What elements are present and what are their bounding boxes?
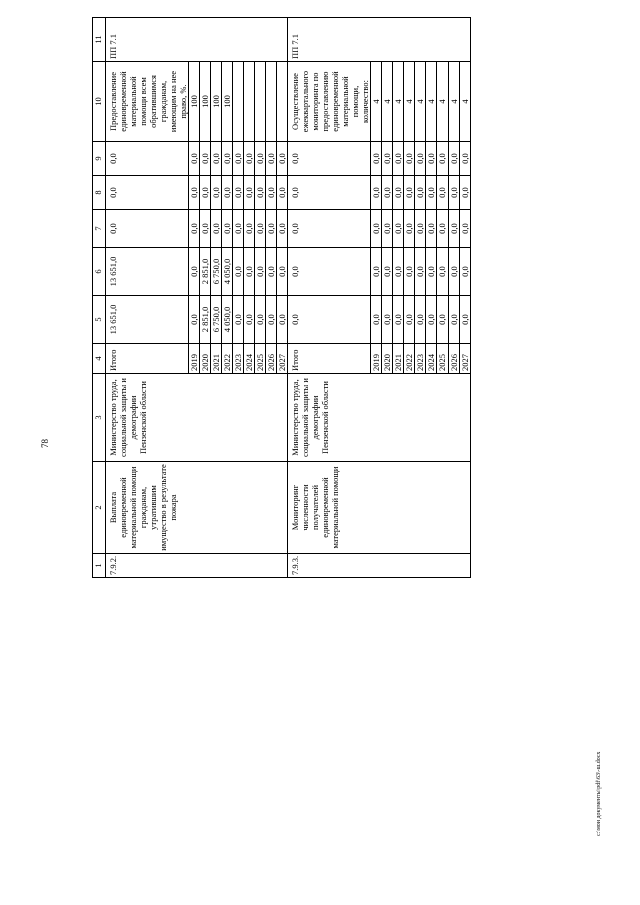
value-cell xyxy=(266,62,277,142)
value-cell: 0,0 xyxy=(233,296,244,344)
value-cell: 0,0 xyxy=(404,248,415,296)
value-cell: 4 xyxy=(415,62,426,142)
item-number: 7.9.2. xyxy=(106,554,288,578)
value-cell: 0,0 xyxy=(404,210,415,248)
year-cell: 2019 xyxy=(189,344,200,374)
year-cell: 2022 xyxy=(404,344,415,374)
year-cell: 2027 xyxy=(459,344,470,374)
value-cell: 4 xyxy=(437,62,448,142)
col-header: 6 xyxy=(93,248,106,296)
value-cell: 4 050,0 xyxy=(222,248,233,296)
year-cell: 2027 xyxy=(277,344,288,374)
total-value: 0,0 xyxy=(106,142,189,176)
value-cell: 0,0 xyxy=(448,210,459,248)
value-cell: 6 750,0 xyxy=(211,248,222,296)
year-cell: 2025 xyxy=(255,344,266,374)
value-cell: 0,0 xyxy=(393,142,404,176)
value-cell xyxy=(244,62,255,142)
col-header: 9 xyxy=(93,142,106,176)
total-value: 13 651,0 xyxy=(106,248,189,296)
value-cell: 0,0 xyxy=(393,296,404,344)
value-cell: 0,0 xyxy=(426,176,437,210)
page-number: 78 xyxy=(40,439,50,448)
rotated-table-wrapper xyxy=(92,18,580,578)
value-cell: 0,0 xyxy=(404,296,415,344)
value-cell: 0,0 xyxy=(233,176,244,210)
value-cell: 0,0 xyxy=(393,248,404,296)
value-cell: 0,0 xyxy=(371,248,382,296)
value-cell: 0,0 xyxy=(448,296,459,344)
value-cell: 4 xyxy=(404,62,415,142)
value-cell: 0,0 xyxy=(448,142,459,176)
value-cell: 6 750,0 xyxy=(211,296,222,344)
value-cell: 0,0 xyxy=(233,210,244,248)
value-cell: 0,0 xyxy=(200,210,211,248)
value-cell: 0,0 xyxy=(448,248,459,296)
value-cell: 0,0 xyxy=(426,142,437,176)
table-row xyxy=(288,18,371,578)
value-cell: 0,0 xyxy=(437,142,448,176)
value-cell: 0,0 xyxy=(244,210,255,248)
value-cell: 0,0 xyxy=(437,296,448,344)
value-cell: 0,0 xyxy=(222,176,233,210)
value-cell: 0,0 xyxy=(255,210,266,248)
value-cell: 0,0 xyxy=(222,210,233,248)
value-cell: 0,0 xyxy=(244,176,255,210)
value-cell: 4 xyxy=(459,62,470,142)
value-cell xyxy=(277,62,288,142)
value-cell: 0,0 xyxy=(211,142,222,176)
item-name: Выплата единовременной материальной помощи гражданам, утратившим имущество в результате пожара xyxy=(106,462,288,554)
total-value: 13 651,0 xyxy=(106,296,189,344)
item-number: 7.9.3. xyxy=(288,554,470,578)
item-name: Мониторинг численности получателей единовременной материальной помощи xyxy=(288,462,470,554)
value-cell: 0,0 xyxy=(277,248,288,296)
value-cell: 4 xyxy=(382,62,393,142)
value-cell: 0,0 xyxy=(266,142,277,176)
value-cell: 0,0 xyxy=(459,142,470,176)
value-cell: 0,0 xyxy=(189,142,200,176)
col-header: 8 xyxy=(93,176,106,210)
col-header: 10 xyxy=(93,62,106,142)
value-cell: 0,0 xyxy=(371,296,382,344)
year-cell: 2021 xyxy=(393,344,404,374)
value-cell: 2 851,0 xyxy=(200,248,211,296)
total-value: 0,0 xyxy=(106,176,189,210)
value-cell: 0,0 xyxy=(277,142,288,176)
value-cell: 0,0 xyxy=(437,176,448,210)
value-cell: 0,0 xyxy=(211,210,222,248)
value-cell: 0,0 xyxy=(459,176,470,210)
total-value: 0,0 xyxy=(288,248,371,296)
item-executor: Министерство труда, социальной защиты и демографии Пензенской области xyxy=(106,374,288,462)
year-cell: 2025 xyxy=(437,344,448,374)
total-value: 0,0 xyxy=(288,210,371,248)
header-row xyxy=(93,18,106,578)
value-cell: 0,0 xyxy=(266,176,277,210)
value-cell: 0,0 xyxy=(426,248,437,296)
year-cell: 2020 xyxy=(382,344,393,374)
col-header: 5 xyxy=(93,296,106,344)
value-cell: 100 xyxy=(211,62,222,142)
value-cell: 100 xyxy=(222,62,233,142)
total-value: 0,0 xyxy=(288,142,371,176)
value-cell: 4 xyxy=(448,62,459,142)
value-cell: 0,0 xyxy=(459,210,470,248)
value-cell: 0,0 xyxy=(415,142,426,176)
total-value: 0,0 xyxy=(288,176,371,210)
footer-file-path: c:\мои документы\pdf\63\-ш.docx xyxy=(596,751,602,836)
value-cell: 0,0 xyxy=(222,142,233,176)
value-cell: 0,0 xyxy=(277,210,288,248)
value-cell: 0,0 xyxy=(189,210,200,248)
value-cell: 0,0 xyxy=(459,248,470,296)
value-cell: 0,0 xyxy=(415,176,426,210)
program-table xyxy=(92,17,471,578)
value-cell: 0,0 xyxy=(415,248,426,296)
value-cell: 0,0 xyxy=(459,296,470,344)
value-cell: 0,0 xyxy=(266,296,277,344)
value-cell: 4 xyxy=(426,62,437,142)
value-cell: 0,0 xyxy=(189,248,200,296)
value-cell: 0,0 xyxy=(448,176,459,210)
value-cell: 0,0 xyxy=(233,142,244,176)
value-cell: 0,0 xyxy=(371,176,382,210)
value-cell: 0,0 xyxy=(393,210,404,248)
col-header: 11 xyxy=(93,18,106,62)
value-cell: 0,0 xyxy=(415,210,426,248)
col-header: 4 xyxy=(93,344,106,374)
value-cell: 0,0 xyxy=(211,176,222,210)
value-cell: 0,0 xyxy=(189,176,200,210)
value-cell: 0,0 xyxy=(255,296,266,344)
value-cell: 0,0 xyxy=(266,210,277,248)
value-cell: 0,0 xyxy=(437,248,448,296)
program-code: ПП 7.1 xyxy=(106,18,288,62)
value-cell: 0,0 xyxy=(404,176,415,210)
value-cell: 100 xyxy=(200,62,211,142)
value-cell: 4 xyxy=(371,62,382,142)
year-cell: 2026 xyxy=(448,344,459,374)
indicator-text: Предоставление единовременной материальной помощи всем обратившимся гражданам, имеющим на нее право, %. xyxy=(106,62,189,142)
col-header: 7 xyxy=(93,210,106,248)
year-cell: 2026 xyxy=(266,344,277,374)
value-cell xyxy=(233,62,244,142)
col-header: 1 xyxy=(93,554,106,578)
value-cell: 2 851,0 xyxy=(200,296,211,344)
year-cell: 2024 xyxy=(426,344,437,374)
value-cell: 4 xyxy=(393,62,404,142)
year-cell: 2023 xyxy=(415,344,426,374)
value-cell: 0,0 xyxy=(189,296,200,344)
value-cell: 0,0 xyxy=(277,176,288,210)
value-cell: 0,0 xyxy=(244,248,255,296)
col-header: 2 xyxy=(93,462,106,554)
value-cell: 0,0 xyxy=(415,296,426,344)
indicator-text: Осуществление ежеквартального мониторинга по предоставлению единовременной материальной помощи, количество: xyxy=(288,62,371,142)
value-cell: 0,0 xyxy=(382,248,393,296)
value-cell: 0,0 xyxy=(371,210,382,248)
value-cell: 0,0 xyxy=(371,142,382,176)
total-label: Итого xyxy=(288,344,371,374)
item-executor: Министерство труда, социальной защиты и демографии Пензенской области xyxy=(288,374,470,462)
total-value: 0,0 xyxy=(106,210,189,248)
value-cell: 0,0 xyxy=(244,296,255,344)
total-value: 0,0 xyxy=(288,296,371,344)
year-cell: 2020 xyxy=(200,344,211,374)
value-cell: 0,0 xyxy=(266,248,277,296)
year-cell: 2022 xyxy=(222,344,233,374)
value-cell: 0,0 xyxy=(404,142,415,176)
value-cell: 0,0 xyxy=(393,176,404,210)
total-label: Итого xyxy=(106,344,189,374)
value-cell xyxy=(255,62,266,142)
value-cell: 0,0 xyxy=(255,142,266,176)
year-cell: 2021 xyxy=(211,344,222,374)
year-cell: 2024 xyxy=(244,344,255,374)
value-cell: 0,0 xyxy=(255,248,266,296)
value-cell: 0,0 xyxy=(426,210,437,248)
col-header: 3 xyxy=(93,374,106,462)
year-cell: 2023 xyxy=(233,344,244,374)
value-cell: 0,0 xyxy=(244,142,255,176)
value-cell: 0,0 xyxy=(426,296,437,344)
value-cell: 4 050,0 xyxy=(222,296,233,344)
program-code: ПП 7.1 xyxy=(288,18,470,62)
value-cell: 0,0 xyxy=(233,248,244,296)
value-cell: 0,0 xyxy=(382,210,393,248)
value-cell: 0,0 xyxy=(200,176,211,210)
year-cell: 2019 xyxy=(371,344,382,374)
value-cell: 0,0 xyxy=(437,210,448,248)
table-row xyxy=(106,18,189,578)
value-cell: 0,0 xyxy=(382,176,393,210)
value-cell: 100 xyxy=(189,62,200,142)
value-cell: 0,0 xyxy=(255,176,266,210)
value-cell: 0,0 xyxy=(382,296,393,344)
value-cell: 0,0 xyxy=(382,142,393,176)
value-cell: 0,0 xyxy=(277,296,288,344)
value-cell: 0,0 xyxy=(200,142,211,176)
